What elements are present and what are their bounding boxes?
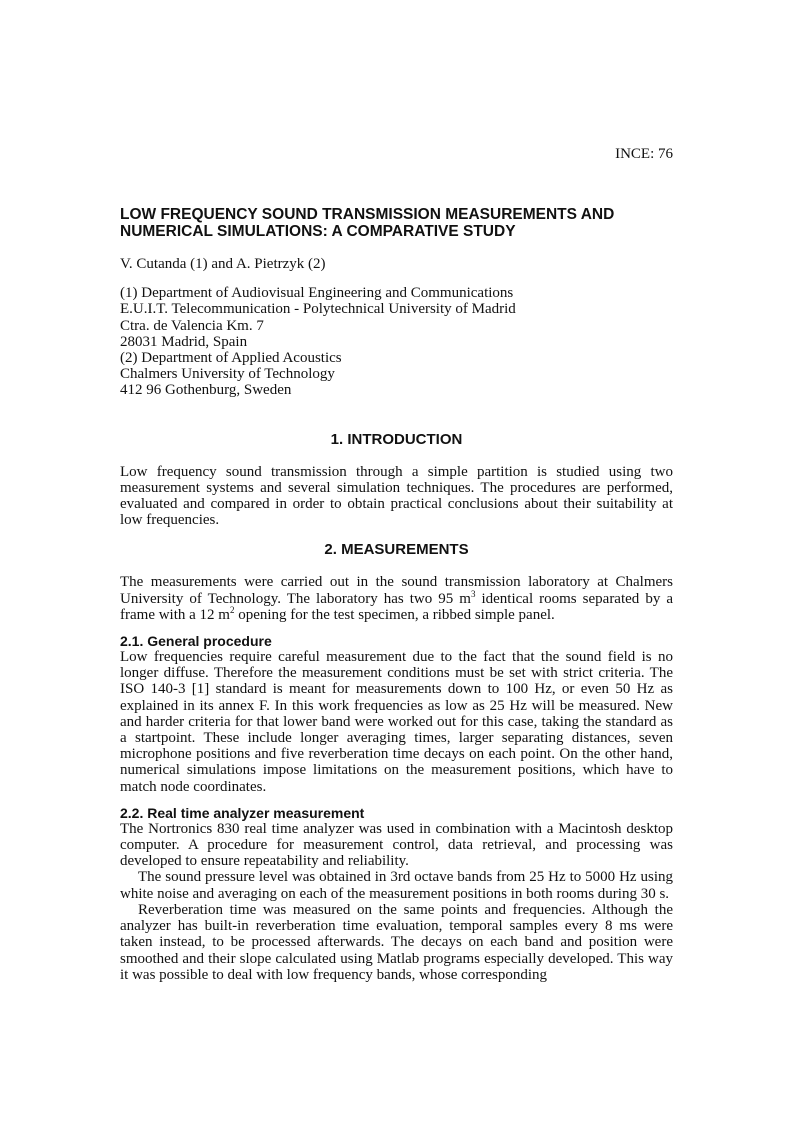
- analyzer-paragraph-3: Reverberation time was measured on the same points and frequencies. Although the analyzer has built-in reverberation time evaluation, temporal samples every 8 ms were taken instead, to be processed afterwards. The decays on each band and position were smoothed and their slope calculated using Matlab programs especially developed. This way it was possible to deal with low frequency bands, whose corresponding: [120, 901, 673, 983]
- authors: V. Cutanda (1) and A. Pietrzyk (2): [120, 256, 326, 272]
- paper-body: [120, 206, 673, 983]
- affiliation-line: (2) Department of Applied Acoustics: [120, 350, 342, 367]
- affiliation-line: 28031 Madrid, Spain: [120, 333, 248, 350]
- measurements-paragraph: [120, 574, 673, 623]
- affiliation-line: (1) Department of Audiovisual Engineering and Communications: [120, 285, 514, 302]
- affiliation-line: E.U.I.T. Telecommunication - Polytechnical University of Madrid: [120, 301, 516, 318]
- superscript-cubed: 3: [470, 588, 476, 599]
- paper-reference: INCE: 76: [615, 146, 673, 162]
- subsection-heading-real-time-analyzer: 2.2. Real time analyzer measurement: [120, 804, 365, 821]
- measurements-text-a: The measurements were carried out in the sound transmission laboratory at Chalmers University of Technology. The laboratory has two 95 m: [120, 574, 673, 607]
- introduction-paragraph: Low frequency sound transmission through a simple partition is studied using two measurement systems and several simulation techniques. The procedures are performed, evaluated and compared in order to obtain practical conclusions about their suitability at low frequencies.: [120, 463, 673, 529]
- measurements-text-c: opening for the test specimen, a ribbed simple panel.: [234, 606, 555, 623]
- affiliation-line: 412 96 Gothenburg, Sweden: [120, 382, 292, 399]
- affiliation-line: Chalmers University of Technology: [120, 366, 335, 383]
- superscript-squared: 2: [229, 604, 235, 615]
- title-line-1: LOW FREQUENCY SOUND TRANSMISSION MEASUREMENTS AND: [120, 206, 615, 223]
- paper-title: [120, 206, 673, 240]
- affiliations: [120, 285, 673, 398]
- section-heading-measurements: 2. MEASUREMENTS: [324, 541, 469, 559]
- analyzer-paragraph-1: The Nortronics 830 real time analyzer was used in combination with a Macintosh desktop computer. A procedure for measurement control, data retrieval, and processing was developed to ensure repeatability and reliability.: [120, 820, 673, 870]
- subsection-heading-general-procedure: 2.1. General procedure: [120, 633, 272, 650]
- affiliation-line: Ctra. de Valencia Km. 7: [120, 317, 264, 334]
- section-heading-introduction: 1. INTRODUCTION: [330, 430, 463, 448]
- analyzer-paragraph-2: The sound pressure level was obtained in 3rd octave bands from 25 Hz to 5000 Hz using white noise and averaging on each of the measurement positions in both rooms during 30 s.: [120, 869, 673, 902]
- general-procedure-paragraph: Low frequencies require careful measurement due to the fact that the sound field is no longer diffuse. Therefore the measurement conditions must be set with strict criteria. The ISO 140-3 [1] standard is meant for measurements down to 100 Hz, or even 50 Hz as explained in its annex F. In this work frequencies as low as 25 Hz will be measured. New and harder criteria for that lower band were worked out for this case, taking the standard as a startpoint. These include longer averaging times, larger separating distances, seven microphone positions and five reverberation time decays on each point. On the other hand, numerical simulations impose limitations on the measurement positions, which have to match node coordinates.: [120, 649, 673, 795]
- measurements-text-b: identical rooms separated by a frame with a 12 m: [120, 590, 673, 623]
- title-line-2: NUMERICAL SIMULATIONS: A COMPARATIVE STUDY: [120, 223, 516, 240]
